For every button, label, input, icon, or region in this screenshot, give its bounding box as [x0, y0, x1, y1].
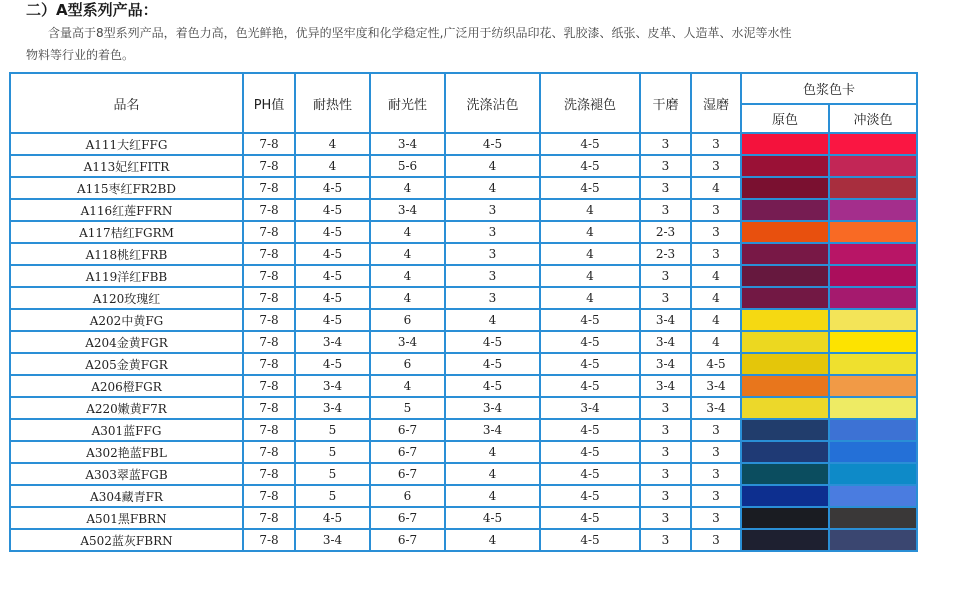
- cell-heat: 5: [295, 463, 370, 485]
- tint-color-swatch: [829, 463, 917, 485]
- cell-wash-fade: 4-5: [540, 155, 640, 177]
- color-swatch: [830, 332, 916, 352]
- cell-light: 6-7: [370, 507, 445, 529]
- color-swatch: [830, 156, 916, 176]
- cell-wet-rub: 4: [691, 331, 741, 353]
- cell-dry-rub: 3: [640, 441, 691, 463]
- section-title: 二）A型系列产品：: [26, 1, 158, 19]
- cell-name: A502蓝灰FBRN: [10, 529, 243, 551]
- color-swatch: [830, 508, 916, 528]
- cell-dry-rub: 3: [640, 463, 691, 485]
- tint-color-swatch: [829, 397, 917, 419]
- cell-name: A206橙FGR: [10, 375, 243, 397]
- cell-ph: 7-8: [243, 529, 295, 551]
- cell-wet-rub: 3: [691, 441, 741, 463]
- cell-wash-fade: 4-5: [540, 441, 640, 463]
- cell-dry-rub: 3: [640, 529, 691, 551]
- header-tint-color: 冲淡色: [829, 104, 917, 133]
- tint-color-swatch: [829, 507, 917, 529]
- table-row: [10, 485, 917, 507]
- cell-heat: 4-5: [295, 287, 370, 309]
- cell-dry-rub: 2-3: [640, 221, 691, 243]
- cell-ph: 7-8: [243, 331, 295, 353]
- cell-name: A111大红FFG: [10, 133, 243, 155]
- tint-color-swatch: [829, 331, 917, 353]
- original-color-swatch: [741, 133, 829, 155]
- cell-light: 5-6: [370, 155, 445, 177]
- cell-heat: 4-5: [295, 265, 370, 287]
- cell-heat: 4: [295, 155, 370, 177]
- tint-color-swatch: [829, 529, 917, 551]
- cell-light: 3-4: [370, 199, 445, 221]
- tint-color-swatch: [829, 419, 917, 441]
- cell-ph: 7-8: [243, 485, 295, 507]
- color-swatch: [830, 288, 916, 308]
- original-color-swatch: [741, 529, 829, 551]
- color-swatch: [742, 288, 828, 308]
- cell-wet-rub: 3: [691, 485, 741, 507]
- cell-wash-stain: 3: [445, 199, 540, 221]
- cell-wash-fade: 4-5: [540, 177, 640, 199]
- table-row: [10, 155, 917, 177]
- cell-dry-rub: 3: [640, 419, 691, 441]
- cell-light: 6: [370, 309, 445, 331]
- cell-wet-rub: 3: [691, 221, 741, 243]
- header-name: 品名: [10, 73, 243, 133]
- original-color-swatch: [741, 485, 829, 507]
- header-wash-staining: 洗涤沾色: [445, 73, 540, 133]
- table-row: [10, 243, 917, 265]
- cell-name: A120玫瑰红: [10, 287, 243, 309]
- table-row: [10, 507, 917, 529]
- cell-wash-fade: 4-5: [540, 331, 640, 353]
- cell-dry-rub: 3-4: [640, 331, 691, 353]
- cell-light: 3-4: [370, 133, 445, 155]
- original-color-swatch: [741, 221, 829, 243]
- original-color-swatch: [741, 177, 829, 199]
- cell-wet-rub: 3-4: [691, 375, 741, 397]
- cell-light: 6-7: [370, 419, 445, 441]
- cell-wash-stain: 3: [445, 287, 540, 309]
- original-color-swatch: [741, 353, 829, 375]
- color-swatch: [742, 420, 828, 440]
- cell-light: 6: [370, 353, 445, 375]
- original-color-swatch: [741, 507, 829, 529]
- cell-light: 4: [370, 287, 445, 309]
- cell-heat: 4: [295, 133, 370, 155]
- color-swatch: [830, 420, 916, 440]
- table-row: [10, 397, 917, 419]
- cell-wash-stain: 4: [445, 309, 540, 331]
- table-row: [10, 331, 917, 353]
- color-swatch: [742, 442, 828, 462]
- cell-heat: 3-4: [295, 331, 370, 353]
- cell-heat: 3-4: [295, 397, 370, 419]
- cell-dry-rub: 3: [640, 199, 691, 221]
- cell-wet-rub: 3: [691, 507, 741, 529]
- intro-line-1: 含量高于8型系列产品，着色力高，色光鲜艳，优异的坚牢度和化学稳定性,广泛用于纺织品印花、乳胶漆、纸张、皮革、人造革、水泥等水性: [48, 26, 792, 40]
- color-swatch: [742, 134, 828, 154]
- color-swatch: [742, 354, 828, 374]
- cell-light: 4: [370, 375, 445, 397]
- cell-name: A220嫩黄F7R: [10, 397, 243, 419]
- cell-name: A303翠蓝FGB: [10, 463, 243, 485]
- cell-wash-fade: 4-5: [540, 419, 640, 441]
- original-color-swatch: [741, 463, 829, 485]
- cell-dry-rub: 3-4: [640, 309, 691, 331]
- color-swatch: [742, 200, 828, 220]
- cell-ph: 7-8: [243, 375, 295, 397]
- color-swatch: [742, 178, 828, 198]
- cell-wash-stain: 4-5: [445, 375, 540, 397]
- cell-ph: 7-8: [243, 463, 295, 485]
- tint-color-swatch: [829, 485, 917, 507]
- cell-wash-stain: 3: [445, 221, 540, 243]
- cell-ph: 7-8: [243, 177, 295, 199]
- cell-dry-rub: 2-3: [640, 243, 691, 265]
- table-row: [10, 287, 917, 309]
- cell-wash-stain: 4-5: [445, 353, 540, 375]
- cell-heat: 4-5: [295, 353, 370, 375]
- cell-heat: 4-5: [295, 507, 370, 529]
- cell-wash-fade: 4: [540, 265, 640, 287]
- cell-wash-stain: 4-5: [445, 507, 540, 529]
- cell-wash-stain: 3: [445, 265, 540, 287]
- cell-light: 4: [370, 177, 445, 199]
- cell-ph: 7-8: [243, 221, 295, 243]
- color-swatch: [742, 332, 828, 352]
- original-color-swatch: [741, 265, 829, 287]
- color-swatch: [742, 310, 828, 330]
- cell-light: 6-7: [370, 463, 445, 485]
- header-dry-rub: 干磨: [640, 73, 691, 133]
- color-swatch: [742, 486, 828, 506]
- cell-wet-rub: 4: [691, 287, 741, 309]
- cell-heat: 4-5: [295, 177, 370, 199]
- cell-dry-rub: 3: [640, 507, 691, 529]
- cell-wash-stain: 4-5: [445, 331, 540, 353]
- cell-light: 4: [370, 265, 445, 287]
- original-color-swatch: [741, 375, 829, 397]
- cell-wet-rub: 4: [691, 309, 741, 331]
- cell-wet-rub: 3-4: [691, 397, 741, 419]
- cell-wash-stain: 4: [445, 177, 540, 199]
- header-wash-fading: 洗涤褪色: [540, 73, 640, 133]
- tint-color-swatch: [829, 199, 917, 221]
- original-color-swatch: [741, 155, 829, 177]
- color-swatch: [742, 244, 828, 264]
- cell-dry-rub: 3-4: [640, 353, 691, 375]
- intro-paragraph: [26, 22, 926, 66]
- cell-ph: 7-8: [243, 507, 295, 529]
- cell-heat: 5: [295, 485, 370, 507]
- cell-wash-fade: 4-5: [540, 353, 640, 375]
- cell-wash-stain: 3-4: [445, 397, 540, 419]
- original-color-swatch: [741, 441, 829, 463]
- cell-wet-rub: 3: [691, 133, 741, 155]
- pigment-spec-table: [9, 72, 918, 552]
- color-swatch: [830, 354, 916, 374]
- cell-wet-rub: 3: [691, 529, 741, 551]
- cell-name: A205金黄FGR: [10, 353, 243, 375]
- tint-color-swatch: [829, 441, 917, 463]
- original-color-swatch: [741, 419, 829, 441]
- cell-name: A115枣红FR2BD: [10, 177, 243, 199]
- table-row: [10, 133, 917, 155]
- cell-dry-rub: 3: [640, 177, 691, 199]
- cell-name: A301蓝FFG: [10, 419, 243, 441]
- tint-color-swatch: [829, 155, 917, 177]
- cell-wash-stain: 4: [445, 529, 540, 551]
- cell-ph: 7-8: [243, 155, 295, 177]
- color-swatch: [830, 244, 916, 264]
- cell-wet-rub: 4-5: [691, 353, 741, 375]
- cell-heat: 3-4: [295, 375, 370, 397]
- cell-ph: 7-8: [243, 287, 295, 309]
- color-swatch: [830, 464, 916, 484]
- cell-dry-rub: 3-4: [640, 375, 691, 397]
- header-heat-resistance: 耐热性: [295, 73, 370, 133]
- cell-ph: 7-8: [243, 419, 295, 441]
- tint-color-swatch: [829, 177, 917, 199]
- cell-heat: 4-5: [295, 309, 370, 331]
- cell-wet-rub: 3: [691, 463, 741, 485]
- color-swatch: [742, 222, 828, 242]
- color-swatch: [830, 530, 916, 550]
- cell-name: A202中黄FG: [10, 309, 243, 331]
- cell-name: A119洋红FBB: [10, 265, 243, 287]
- cell-wet-rub: 3: [691, 199, 741, 221]
- cell-wash-fade: 4-5: [540, 309, 640, 331]
- tint-color-swatch: [829, 265, 917, 287]
- header-wet-rub: 湿磨: [691, 73, 741, 133]
- cell-heat: 4-5: [295, 199, 370, 221]
- table-row: [10, 529, 917, 551]
- intro-line-2: 物料等行业的着色。: [26, 48, 135, 62]
- cell-dry-rub: 3: [640, 397, 691, 419]
- cell-wash-fade: 4: [540, 199, 640, 221]
- cell-name: A304藏青FR: [10, 485, 243, 507]
- original-color-swatch: [741, 243, 829, 265]
- tint-color-swatch: [829, 243, 917, 265]
- original-color-swatch: [741, 331, 829, 353]
- cell-wash-stain: 4: [445, 441, 540, 463]
- table-row: [10, 265, 917, 287]
- cell-wash-fade: 4-5: [540, 507, 640, 529]
- tint-color-swatch: [829, 221, 917, 243]
- cell-ph: 7-8: [243, 265, 295, 287]
- color-swatch: [742, 376, 828, 396]
- cell-light: 6-7: [370, 441, 445, 463]
- cell-wash-stain: 3-4: [445, 419, 540, 441]
- table-row: [10, 353, 917, 375]
- cell-ph: 7-8: [243, 441, 295, 463]
- cell-dry-rub: 3: [640, 133, 691, 155]
- cell-heat: 5: [295, 419, 370, 441]
- cell-wet-rub: 3: [691, 243, 741, 265]
- header-light-fastness: 耐光性: [370, 73, 445, 133]
- table-row: [10, 441, 917, 463]
- cell-light: 4: [370, 243, 445, 265]
- cell-ph: 7-8: [243, 397, 295, 419]
- cell-wash-fade: 3-4: [540, 397, 640, 419]
- tint-color-swatch: [829, 375, 917, 397]
- original-color-swatch: [741, 397, 829, 419]
- original-color-swatch: [741, 199, 829, 221]
- table-row: [10, 221, 917, 243]
- cell-wet-rub: 4: [691, 265, 741, 287]
- cell-light: 3-4: [370, 331, 445, 353]
- color-swatch: [742, 156, 828, 176]
- cell-light: 6: [370, 485, 445, 507]
- cell-name: A302艳蓝FBL: [10, 441, 243, 463]
- cell-wash-fade: 4-5: [540, 375, 640, 397]
- color-swatch: [830, 266, 916, 286]
- tint-color-swatch: [829, 287, 917, 309]
- color-swatch: [830, 200, 916, 220]
- cell-wash-fade: 4: [540, 287, 640, 309]
- tint-color-swatch: [829, 309, 917, 331]
- color-swatch: [830, 134, 916, 154]
- tint-color-swatch: [829, 353, 917, 375]
- table-row: [10, 309, 917, 331]
- color-swatch: [830, 398, 916, 418]
- cell-dry-rub: 3: [640, 155, 691, 177]
- cell-name: A113妃红FITR: [10, 155, 243, 177]
- cell-name: A118桃红FRB: [10, 243, 243, 265]
- color-swatch: [830, 442, 916, 462]
- cell-wash-stain: 4: [445, 463, 540, 485]
- cell-light: 4: [370, 221, 445, 243]
- cell-wet-rub: 3: [691, 155, 741, 177]
- cell-wash-fade: 4-5: [540, 463, 640, 485]
- cell-dry-rub: 3: [640, 485, 691, 507]
- cell-name: A204金黄FGR: [10, 331, 243, 353]
- color-swatch: [830, 178, 916, 198]
- cell-wash-fade: 4: [540, 221, 640, 243]
- table-body: [10, 133, 917, 551]
- cell-wash-stain: 4: [445, 155, 540, 177]
- cell-wash-stain: 4: [445, 485, 540, 507]
- cell-wash-stain: 4-5: [445, 133, 540, 155]
- color-swatch: [830, 486, 916, 506]
- cell-name: A116红莲FFRN: [10, 199, 243, 221]
- cell-ph: 7-8: [243, 243, 295, 265]
- cell-wash-fade: 4-5: [540, 133, 640, 155]
- cell-heat: 4-5: [295, 243, 370, 265]
- table-row: [10, 177, 917, 199]
- cell-ph: 7-8: [243, 199, 295, 221]
- cell-ph: 7-8: [243, 309, 295, 331]
- color-swatch: [742, 530, 828, 550]
- cell-heat: 3-4: [295, 529, 370, 551]
- cell-wash-fade: 4-5: [540, 529, 640, 551]
- table-row: [10, 463, 917, 485]
- original-color-swatch: [741, 287, 829, 309]
- table-row: [10, 199, 917, 221]
- cell-light: 5: [370, 397, 445, 419]
- cell-ph: 7-8: [243, 353, 295, 375]
- cell-light: 6-7: [370, 529, 445, 551]
- color-swatch: [830, 222, 916, 242]
- cell-ph: 7-8: [243, 133, 295, 155]
- cell-name: A501黑FBRN: [10, 507, 243, 529]
- cell-wash-stain: 3: [445, 243, 540, 265]
- color-swatch: [830, 376, 916, 396]
- cell-dry-rub: 3: [640, 265, 691, 287]
- cell-wet-rub: 3: [691, 419, 741, 441]
- original-color-swatch: [741, 309, 829, 331]
- color-swatch: [830, 310, 916, 330]
- header-original-color: 原色: [741, 104, 829, 133]
- header-ph: PH值: [243, 73, 295, 133]
- color-swatch: [742, 266, 828, 286]
- table-row: [10, 375, 917, 397]
- header-color-card: 色浆色卡: [741, 73, 917, 104]
- cell-wet-rub: 4: [691, 177, 741, 199]
- cell-heat: 5: [295, 441, 370, 463]
- table-row: [10, 419, 917, 441]
- cell-name: A117桔红FGRM: [10, 221, 243, 243]
- color-swatch: [742, 398, 828, 418]
- cell-wash-fade: 4: [540, 243, 640, 265]
- color-swatch: [742, 464, 828, 484]
- tint-color-swatch: [829, 133, 917, 155]
- cell-wash-fade: 4-5: [540, 485, 640, 507]
- cell-dry-rub: 3: [640, 287, 691, 309]
- cell-heat: 4-5: [295, 221, 370, 243]
- color-swatch: [742, 508, 828, 528]
